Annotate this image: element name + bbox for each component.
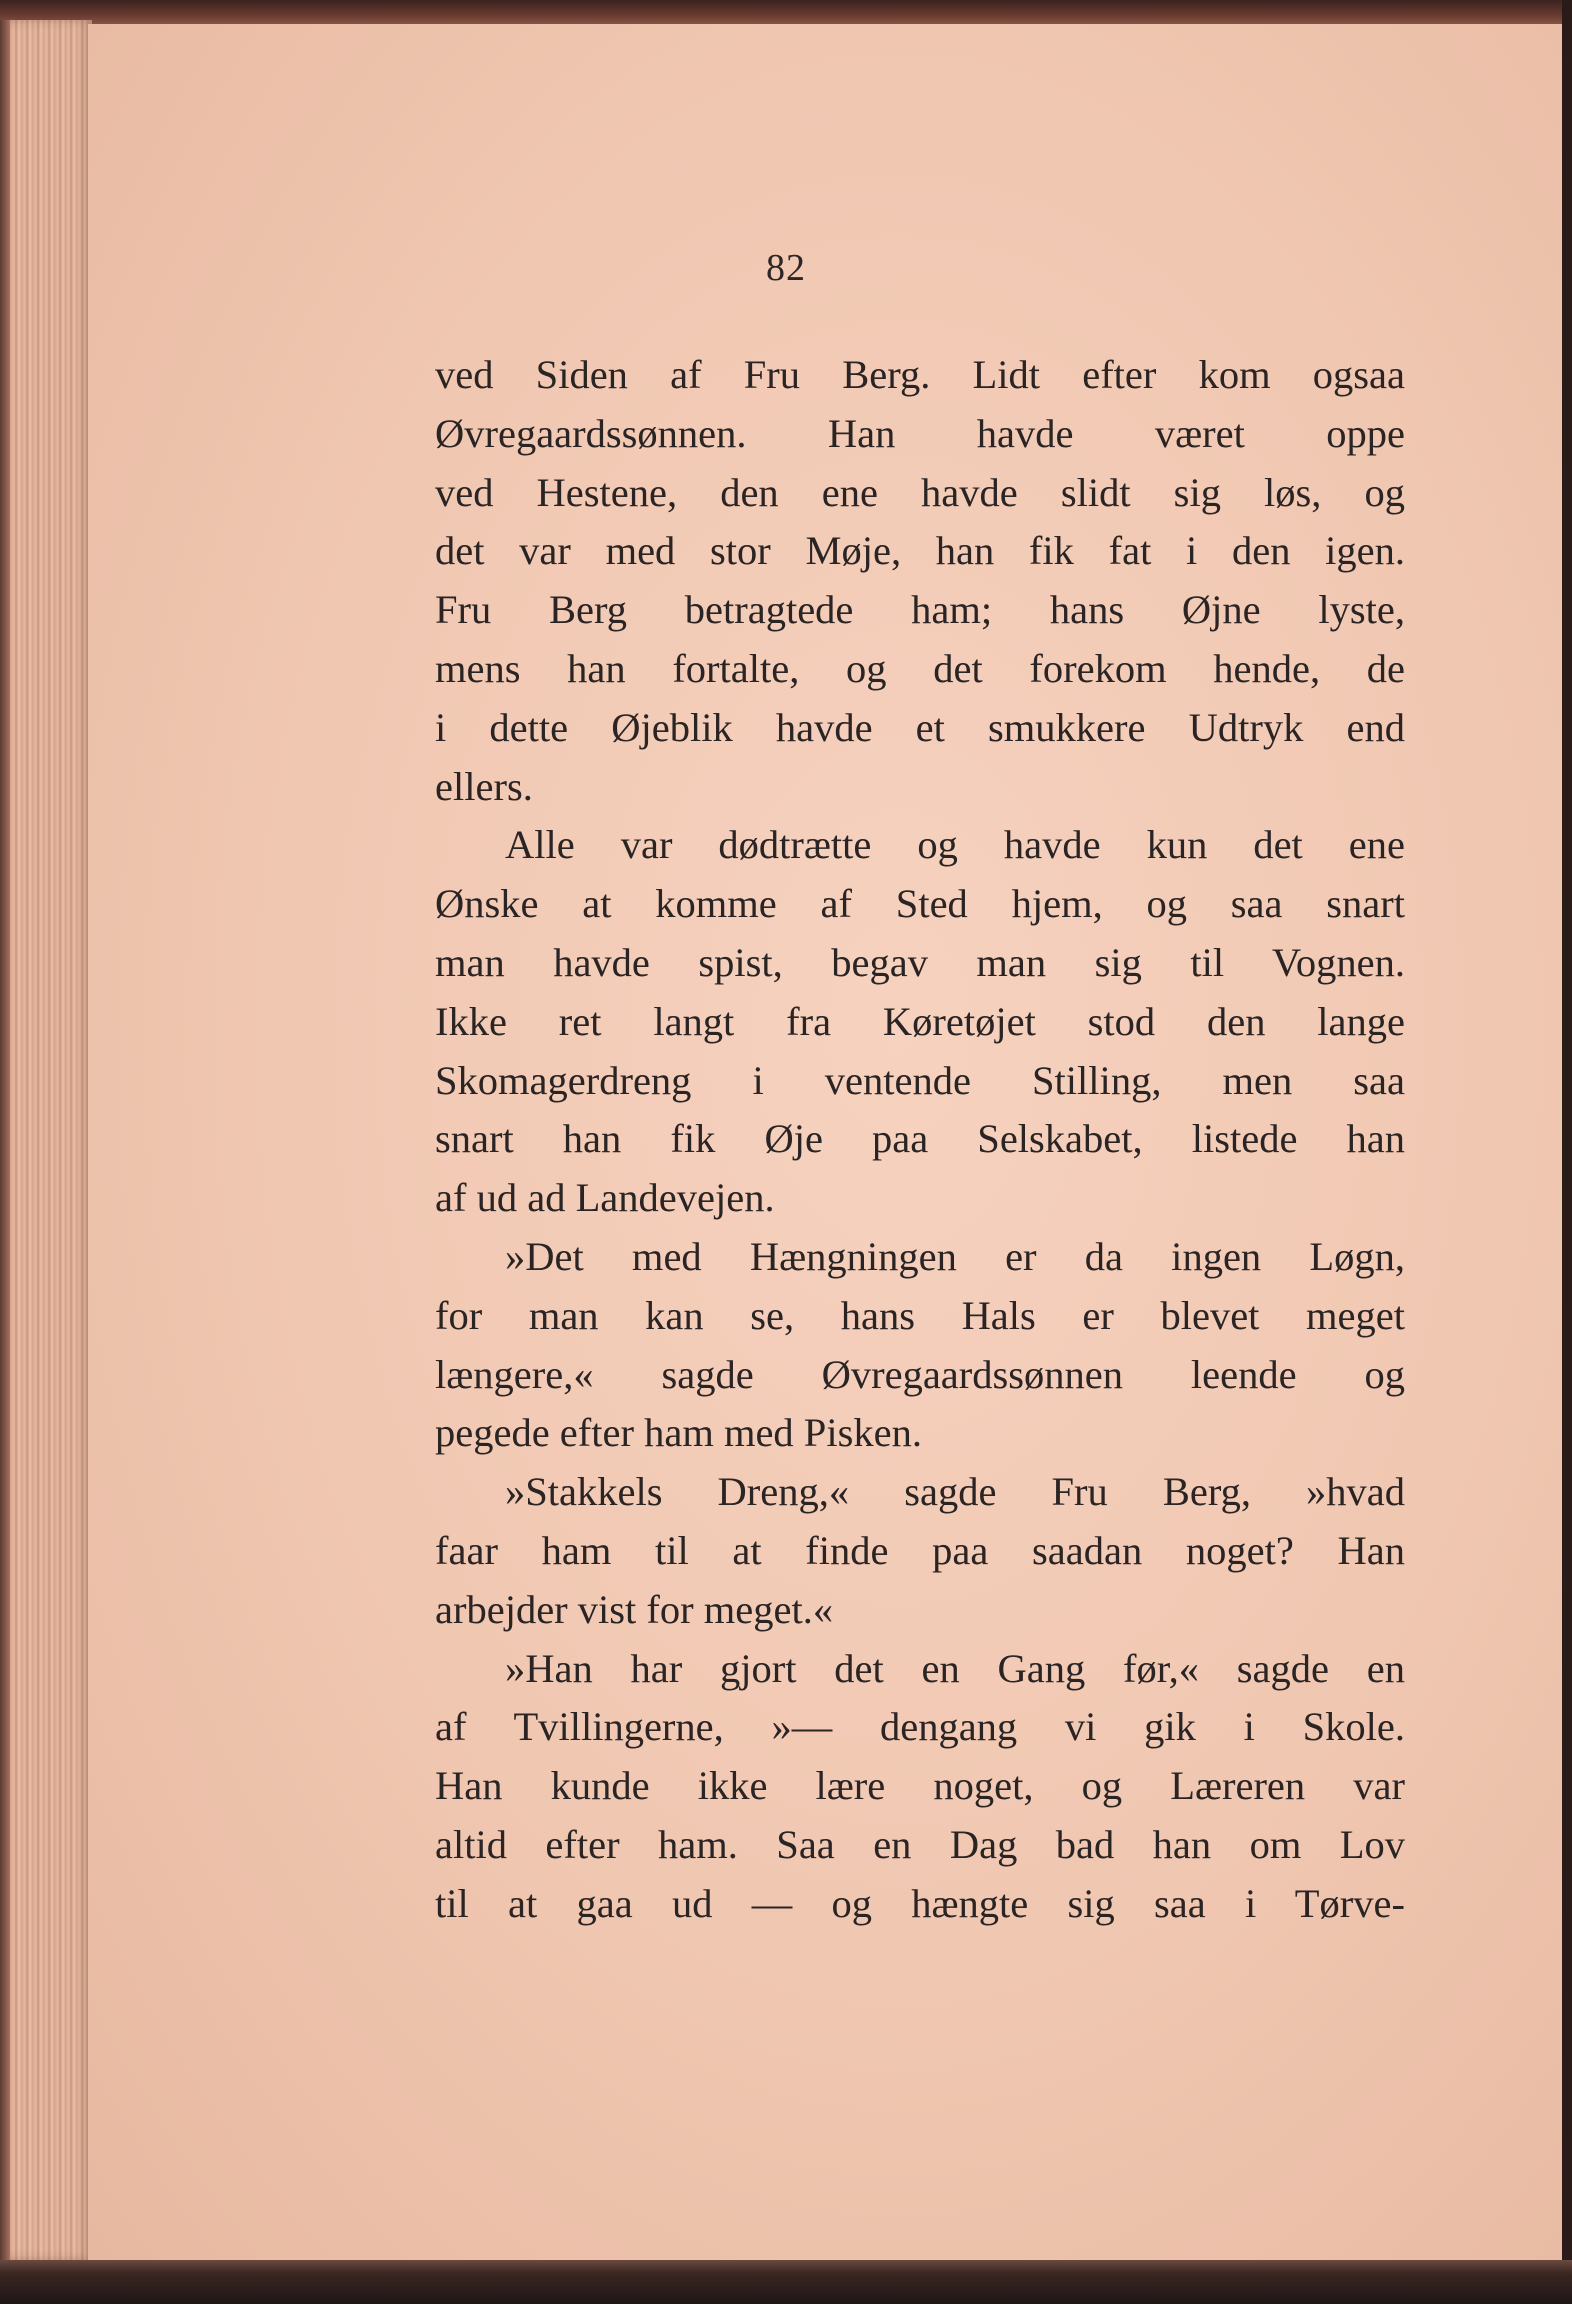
page-number: 82 (766, 247, 806, 289)
text-line: Alle var dødtrætte og havde kun det ene (505, 822, 1405, 868)
text-line: »Han har gjort det en Gang før,« sagde en (505, 1645, 1405, 1691)
text-line: arbejder vist for meget.« (435, 1586, 834, 1632)
text-line: Han kunde ikke lære noget, og Læreren var (435, 1763, 1405, 1809)
text-line: pegede efter ham med Pisken. (435, 1410, 922, 1456)
text-line: »Det med Hængningen er da ingen Løgn, (505, 1233, 1405, 1279)
text-line: til at gaa ud — og hængte sig saa i Tørve- (435, 1880, 1405, 1926)
text-line: i dette Øjeblik havde et smukkere Udtryk end (435, 704, 1405, 750)
text-line: Skomagerdreng i ventende Stilling, men saa (435, 1057, 1405, 1103)
text-line: Ikke ret langt fra Køretøjet stod den lange (435, 998, 1405, 1044)
page-edges (0, 20, 92, 2260)
text-line: for man kan se, hans Hals er blevet meget (435, 1292, 1405, 1338)
text-line: af Tvillingerne, »— dengang vi gik i Skole. (435, 1704, 1405, 1750)
text-line: mens han fortalte, og det forekom hende, de (435, 645, 1405, 691)
text-line: »Stakkels Dreng,« sagde Fru Berg, »hvad (505, 1469, 1405, 1515)
book-cover-edge (1562, 0, 1572, 2304)
text-line: ellers. (435, 763, 533, 809)
text-line: ved Hestene, den ene havde slidt sig løs, og (435, 469, 1405, 515)
book-binding-top (0, 0, 1572, 26)
text-line: man havde spist, begav man sig til Vognen. (435, 939, 1405, 985)
book-spine-edge (0, 20, 10, 2260)
text-line: længere,« sagde Øvregaardssønnen leende og (435, 1351, 1405, 1397)
text-line: Fru Berg betragtede ham; hans Øjne lyste, (435, 587, 1405, 633)
text-line: ved Siden af Fru Berg. Lidt efter kom ogsaa (435, 352, 1405, 397)
text-line: Øvregaardssønnen. Han havde været oppe (435, 410, 1405, 456)
body-text (435, 346, 1405, 1934)
text-line: det var med stor Møje, han fik fat i den igen. (435, 528, 1405, 574)
text-line: faar ham til at finde paa saadan noget? Han (435, 1527, 1405, 1573)
book-binding-bottom (0, 2260, 1572, 2304)
text-line: af ud ad Landevejen. (435, 1175, 775, 1221)
text-line: Ønske at komme af Sted hjem, og saa snart (435, 881, 1405, 927)
text-line: altid efter ham. Saa en Dag bad han om Lov (435, 1821, 1405, 1867)
text-line: snart han fik Øje paa Selskabet, listede han (435, 1116, 1405, 1162)
